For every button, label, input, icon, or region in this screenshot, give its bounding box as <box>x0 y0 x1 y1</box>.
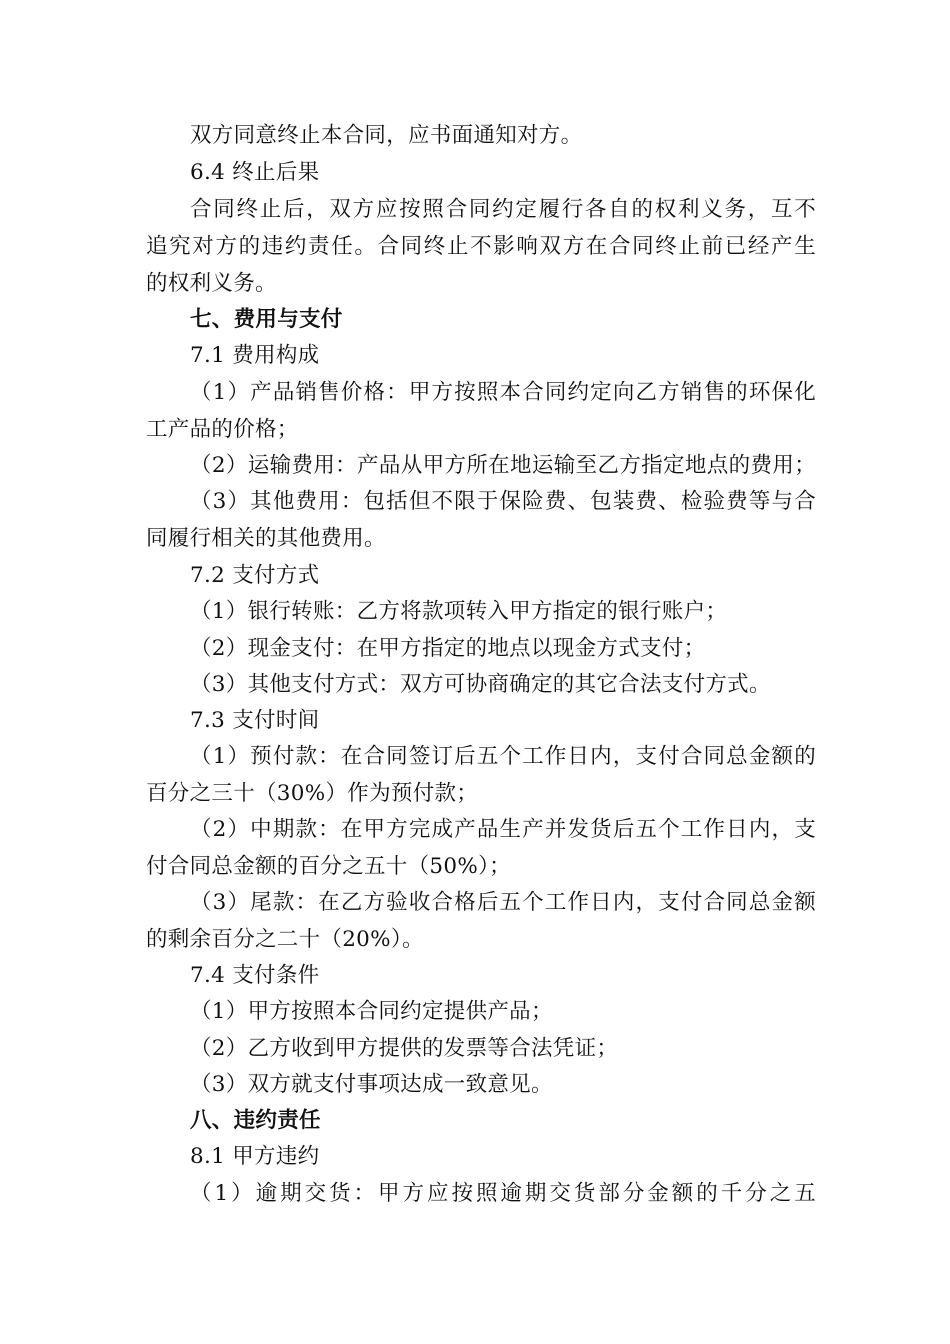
subsection-heading: 6.4 终止后果 <box>190 160 320 185</box>
paragraph-line: （1）逾期交货：甲方应按照逾期交货部分金额的千分之五 <box>190 1181 816 1206</box>
subsection-heading: 7.4 支付条件 <box>190 963 320 988</box>
paragraph-line: （3）其他支付方式：双方可协商确定的其它合法支付方式。 <box>190 672 771 697</box>
paragraph-line: 的权利义务。 <box>146 271 277 296</box>
paragraph-line: 工产品的价格； <box>146 417 299 442</box>
paragraph-line: 的剩余百分之二十（20%）。 <box>146 927 424 952</box>
paragraph-line: （3）其他费用：包括但不限于保险费、包装费、检验费等与合 <box>190 489 816 514</box>
paragraph-line: （2）运输费用：产品从甲方所在地运输至乙方指定地点的费用； <box>190 453 816 478</box>
subsection-heading: 7.2 支付方式 <box>190 563 320 588</box>
section-heading: 七、费用与支付 <box>190 307 343 332</box>
paragraph-line: 合同终止后，双方应按照合同约定履行各自的权利义务，互不 <box>190 197 816 222</box>
paragraph-line: 百分之三十（30%）作为预付款； <box>146 781 479 806</box>
section-heading: 八、违约责任 <box>190 1108 321 1133</box>
paragraph-line: （1）甲方按照本合同约定提供产品； <box>190 999 553 1024</box>
paragraph-line: （3）双方就支付事项达成一致意见。 <box>190 1072 553 1097</box>
paragraph-line: （2）乙方收到甲方提供的发票等合法凭证； <box>190 1036 619 1061</box>
paragraph-line: 付合同总金额的百分之五十（50%）； <box>146 854 511 879</box>
paragraph-line: 追究对方的违约责任。合同终止不影响双方在合同终止前已经产生 <box>146 234 816 259</box>
paragraph-line: （1）预付款：在合同签订后五个工作日内，支付合同总金额的 <box>190 744 816 769</box>
paragraph-line: 同履行相关的其他费用。 <box>146 526 386 551</box>
subsection-heading: 7.3 支付时间 <box>190 708 320 733</box>
paragraph-line: （2）现金支付：在甲方指定的地点以现金方式支付； <box>190 636 706 661</box>
paragraph-line: （1）银行转账：乙方将款项转入甲方指定的银行账户； <box>190 599 728 624</box>
subsection-heading: 8.1 甲方违约 <box>190 1144 320 1169</box>
paragraph-line: （3）尾款：在乙方验收合格后五个工作日内，支付合同总金额 <box>190 890 816 915</box>
subsection-heading: 7.1 费用构成 <box>190 343 320 368</box>
paragraph-line: 双方同意终止本合同，应书面通知对方。 <box>190 123 583 148</box>
paragraph-line: （1）产品销售价格：甲方按照本合同约定向乙方销售的环保化 <box>190 380 816 405</box>
paragraph-line: （2）中期款：在甲方完成产品生产并发货后五个工作日内，支 <box>190 817 816 842</box>
